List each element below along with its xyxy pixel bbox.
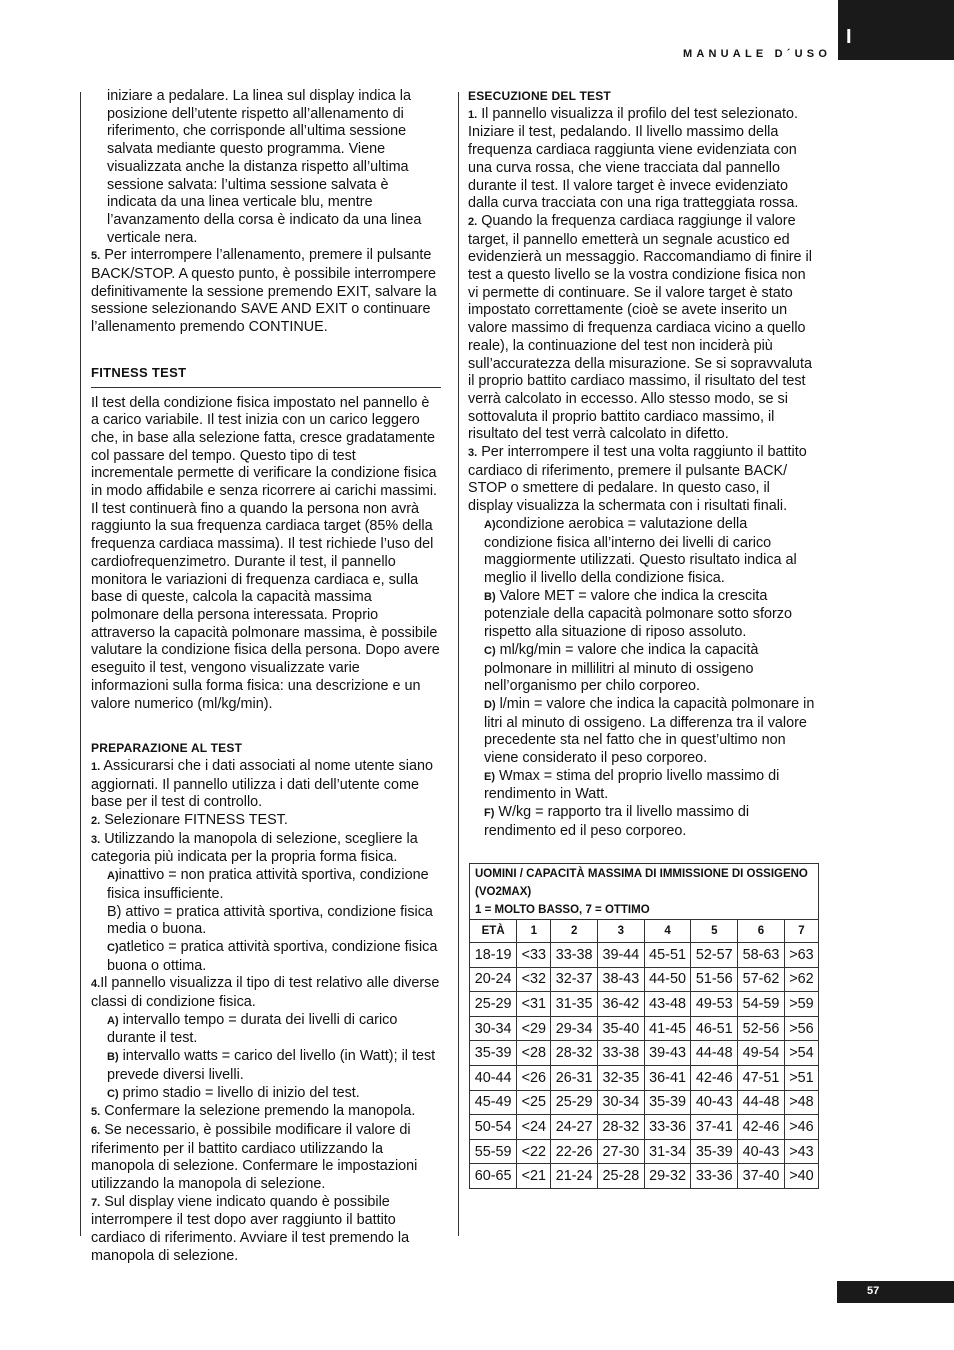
vo2-value-cell: 44-48	[691, 1041, 738, 1066]
vo2-value-cell: >62	[784, 967, 818, 992]
table-row	[470, 1016, 819, 1041]
prep-option-c: C)atletico = pratica attività sportiva, condizione fisica buona o ottima.	[107, 938, 438, 974]
header-cell: 1	[517, 920, 551, 943]
table-row	[470, 1090, 819, 1115]
header-cell: 2	[551, 920, 598, 943]
prep-step-4: 4.Il pannello visualizza il tipo di test relativo alle diverse classi di condizione fisica.	[91, 975, 440, 1011]
vo2-value-cell: 49-53	[691, 992, 738, 1017]
vo2-value-cell: >46	[784, 1115, 818, 1140]
vo2-value-cell: 40-43	[691, 1090, 738, 1115]
fitness-test-heading: FITNESS TEST	[91, 364, 441, 388]
table-row	[470, 1041, 819, 1066]
vo2-value-cell: 52-57	[691, 943, 738, 968]
vo2-value-cell: 29-34	[551, 1016, 598, 1041]
preparation-heading: PREPARAZIONE AL TEST	[91, 741, 243, 756]
vo2-value-cell: 45-51	[644, 943, 691, 968]
age-cell: 40-44	[470, 1065, 517, 1090]
vo2-value-cell: <24	[517, 1115, 551, 1140]
age-cell: 18-19	[470, 943, 517, 968]
header-cell: 3	[598, 920, 645, 943]
vo2-value-cell: 46-51	[691, 1016, 738, 1041]
step-5: 5. Per interrompere l’allenamento, premere il pulsante BACK/STOP. A questo punto, è possibile interrompere definitivamente la sessione premendo EXIT, salvare la sessione selezionando SAVE AND EXIT o continuare l’allenamento premendo CONTINUE.	[91, 247, 437, 336]
vo2-value-cell: <22	[517, 1139, 551, 1164]
age-cell: 50-54	[470, 1115, 517, 1140]
vo2-value-cell: >63	[784, 943, 818, 968]
vo2-value-cell: 38-43	[598, 967, 645, 992]
vo2-value-cell: 26-31	[551, 1065, 598, 1090]
vo2-value-cell: >48	[784, 1090, 818, 1115]
vo2-value-cell: >51	[784, 1065, 818, 1090]
page-number-box	[837, 1281, 954, 1303]
table-body	[470, 943, 819, 1189]
prep-option-c2: C) primo stadio = livello di inizio del test.	[107, 1084, 360, 1101]
vo2-value-cell: 21-24	[551, 1164, 598, 1189]
vo2-value-cell: 31-35	[551, 992, 598, 1017]
right-column	[468, 88, 818, 841]
vo2-value-cell: 32-37	[551, 967, 598, 992]
prep-step-6: 6. Se necessario, è possibile modificare il valore di riferimento per il battito cardiaco utilizzando la manopola di selezione. Confermare le impostazioni utilizzando la manopola di selezione.	[91, 1121, 418, 1193]
prep-step-7: 7. Sul display viene indicato quando è possibile interrompere il test dopo aver raggiunto il battito cardiaco di riferimento. Avviare il test premendo la manopola di selezione.	[91, 1193, 410, 1264]
vo2-value-cell: 24-27	[551, 1115, 598, 1140]
vo2-value-cell: <33	[517, 943, 551, 968]
vo2-value-cell: 42-46	[738, 1115, 785, 1140]
vo2-value-cell: 52-56	[738, 1016, 785, 1041]
vo2-value-cell: 35-40	[598, 1016, 645, 1041]
vo2-value-cell: 41-45	[644, 1016, 691, 1041]
vo2-value-cell: 40-43	[738, 1139, 785, 1164]
vo2-value-cell: 28-32	[551, 1041, 598, 1066]
vo2-value-cell: >40	[784, 1164, 818, 1189]
age-cell: 25-29	[470, 992, 517, 1017]
vo2-value-cell: >59	[784, 992, 818, 1017]
header-cell: 4	[644, 920, 691, 943]
table-row	[470, 943, 819, 968]
vo2-value-cell: 44-50	[644, 967, 691, 992]
age-cell: 35-39	[470, 1041, 517, 1066]
vo2-value-cell: 37-41	[691, 1115, 738, 1140]
vo2-value-cell: <25	[517, 1090, 551, 1115]
vo2-value-cell: <26	[517, 1065, 551, 1090]
vo2-value-cell: 47-51	[738, 1065, 785, 1090]
vo2-value-cell: 31-34	[644, 1139, 691, 1164]
fitness-test-body: Il test della condizione fisica impostato nel pannello è a carico variabile. Il test inizia con un carico leggero che, in base alla selezione fatta, cresce gradatamente col passare del tempo. Questo tipo di test incrementale permette di verificare la condizione fisica in modo affidabile e senza ricorrere ai carichi massimi. Il test continuerà fino a quando la persona non avrà raggiunto la sua frequenza cardiaca target (85% della frequenza cardiaca massima). Il test richiede l’uso del cardiofrequenzimetro. Durante il test, il pannello monitora le variazioni di frequenza cardiaca e, sulla base di queste, calcola la capacità massima polmonare della persona interessata. Proprio attraverso la capacità polmonare massima, è possibile valutare la condizione fisica della persona. Dopo avere eseguito il test, vengono visualizzate varie informazioni sulla forma fisica: una descrizione e un valore numerico (ml/kg/min).	[91, 394, 440, 712]
vo2-value-cell: 49-54	[738, 1041, 785, 1066]
vo2-value-cell: 33-38	[598, 1041, 645, 1066]
vo2-value-cell: <32	[517, 967, 551, 992]
vo2-value-cell: >56	[784, 1016, 818, 1041]
vo2-value-cell: 29-32	[644, 1164, 691, 1189]
vo2-value-cell: 32-35	[598, 1065, 645, 1090]
prep-step-1: 1. Assicurarsi che i dati associati al nome utente siano aggiornati. Il pannello utilizza i dati dell’utente come base per il test di controllo.	[91, 757, 433, 811]
vo2-value-cell: 44-48	[738, 1090, 785, 1115]
vo2-value-cell: 33-38	[551, 943, 598, 968]
table-row	[470, 1065, 819, 1090]
exec-step-1: 1. Il pannello visualizza il profilo del test selezionato. Iniziare il test, pedalando. Il livello massimo della frequenza cardiaca raggiunta viene evidenziata con una curva rossa, che viene tracciata dal pannello durante il test. Il valore target è invece evidenziato dalla curva tracciata con una riga tratteggiata rossa.	[468, 105, 799, 212]
prep-option-b: B) attivo = pratica attività sportiva, condizione fisica media o buona.	[107, 903, 433, 938]
table-row	[470, 967, 819, 992]
vo2-value-cell: 36-41	[644, 1065, 691, 1090]
header-cell: 7	[784, 920, 818, 943]
vo2-value-cell: >43	[784, 1139, 818, 1164]
manual-header: MANUALE D´USO	[683, 48, 832, 60]
result-a: A)condizione aerobica = valutazione della condizione fisica all’interno dei livelli di carico maggiormente utilizzati. Questo risultato indica al meglio il livello della condizione fisica.	[484, 515, 797, 586]
prep-step-2: 2. Selezionare FITNESS TEST.	[91, 812, 288, 829]
table-row	[470, 1164, 819, 1189]
header-cell: ETÀ	[470, 920, 517, 943]
left-margin-rule	[80, 92, 81, 1236]
prep-option-a2: A) intervallo tempo = durata dei livelli di carico durante il test.	[107, 1011, 398, 1047]
table-caption: UOMINI / CAPACITÀ MASSIMA DI IMMISSIONE DI OSSIGENO (VO2MAX) 1 = MOLTO BASSO, 7 = OTTIMO	[470, 864, 819, 920]
vo2max-table	[469, 863, 819, 1189]
section-tab	[838, 0, 954, 60]
table-row	[470, 1139, 819, 1164]
exec-step-2: 2. Quando la frequenza cardiaca raggiunge il valore target, il pannello emetterà un segnale acustico ed evidenzierà un messaggio. Raccomandiamo di finire il test a questo livello se la vostra condizione fisica non vi permette di continuare. Se il valore target è stato impostato correttamente (cioè se avete inserito un valore massimo di frequenza cardiaca vicino a quello reale), la continuazione del test non inciderà più sull’accuratezza della misurazione. Se si sopravvaluta il proprio battito cardiaco massimo, il risultato del test verrà calcolato in eccesso. Allo stesso modo, se si sottovaluta il proprio battito cardiaco massimo, il risultato del test verrà calcolato in difetto.	[468, 212, 812, 443]
vo2-value-cell: 39-43	[644, 1041, 691, 1066]
age-cell: 60-65	[470, 1164, 517, 1189]
vo2-value-cell: 36-42	[598, 992, 645, 1017]
header-cell: 6	[738, 920, 785, 943]
age-cell: 20-24	[470, 967, 517, 992]
result-f: F) W/kg = rapporto tra il livello massimo di rendimento ed il peso corporeo.	[484, 804, 750, 839]
vo2-value-cell: 28-32	[598, 1115, 645, 1140]
vo2-value-cell: 25-29	[551, 1090, 598, 1115]
page-number: 57	[867, 1285, 880, 1297]
intro-paragraph: iniziare a pedalare. La linea sul display indica la posizione dell’utente rispetto all’allenamento di riferimento, che corrisponde all’ultima sessione salvata mediante questo programma. Viene visualizzata anche la distanza rispetto all’ultima sessione salvata: l’ultima sessione salvata è indicata da una linea verticale blu, mentre l’avanzamento della corsa è indicato da una linea verticale nera.	[107, 88, 422, 246]
vo2-value-cell: 37-40	[738, 1164, 785, 1189]
vo2-value-cell: >54	[784, 1041, 818, 1066]
table-row	[470, 992, 819, 1017]
prep-step-3: 3. Utilizzando la manopola di selezione, scegliere la categoria più indicata per la propria forma fisica.	[91, 830, 418, 866]
vo2-value-cell: 27-30	[598, 1139, 645, 1164]
execution-heading: ESECUZIONE DEL TEST	[468, 89, 611, 103]
left-column	[91, 88, 441, 1266]
vo2-value-cell: 42-46	[691, 1065, 738, 1090]
vo2-value-cell: 43-48	[644, 992, 691, 1017]
vo2-value-cell: <28	[517, 1041, 551, 1066]
vo2-value-cell: 33-36	[691, 1164, 738, 1189]
vo2-value-cell: 57-62	[738, 967, 785, 992]
vo2-value-cell: 54-59	[738, 992, 785, 1017]
age-cell: 45-49	[470, 1090, 517, 1115]
age-cell: 30-34	[470, 1016, 517, 1041]
prep-option-a: A)inattivo = non pratica attività sportiva, condizione fisica insufficiente.	[107, 867, 429, 902]
column-divider	[458, 92, 459, 1236]
vo2-value-cell: 58-63	[738, 943, 785, 968]
table-row	[470, 1115, 819, 1140]
prep-option-b2: B) intervallo watts = carico del livello (in Watt); il test prevede diversi livelli.	[107, 1048, 436, 1083]
vo2-value-cell: <31	[517, 992, 551, 1017]
vo2-value-cell: 22-26	[551, 1139, 598, 1164]
result-e: E) Wmax = stima del proprio livello massimo di rendimento in Watt.	[484, 767, 780, 803]
vo2-value-cell: 35-39	[691, 1139, 738, 1164]
vo2-value-cell: 39-44	[598, 943, 645, 968]
result-c: C) ml/kg/min = valore che indica la capacità polmonare in millilitri al minuto di ossigeno nell’organismo per chilo corporeo.	[484, 641, 759, 695]
header-cell: 5	[691, 920, 738, 943]
exec-step-3: 3. Per interrompere il test una volta raggiunto il battito cardiaco di riferimento, premere il pulsante BACK/ STOP o smettere di pedalare. In questo caso, il display visualizza la schermata con i risultati finali.	[468, 444, 807, 515]
vo2-value-cell: <21	[517, 1164, 551, 1189]
vo2-value-cell: 30-34	[598, 1090, 645, 1115]
vo2-value-cell: 35-39	[644, 1090, 691, 1115]
prep-step-5: 5. Confermare la selezione premendo la manopola.	[91, 1103, 416, 1120]
age-cell: 55-59	[470, 1139, 517, 1164]
vo2-value-cell: <29	[517, 1016, 551, 1041]
section-tab-letter: I	[846, 26, 852, 48]
result-b: B) Valore MET = valore che indica la crescita potenziale della capacità polmonare sotto sforzo rispetto alla situazione di riposo assoluto.	[484, 587, 792, 641]
vo2-value-cell: 25-28	[598, 1164, 645, 1189]
table-header-row	[470, 920, 819, 943]
vo2-value-cell: 33-36	[644, 1115, 691, 1140]
result-d: D) l/min = valore che indica la capacità polmonare in litri al minuto di ossigeno. La differenza tra il valore precedente sta nel fatto che in quest’ultimo non viene considerato il peso corporeo.	[484, 695, 815, 767]
vo2-value-cell: 51-56	[691, 967, 738, 992]
